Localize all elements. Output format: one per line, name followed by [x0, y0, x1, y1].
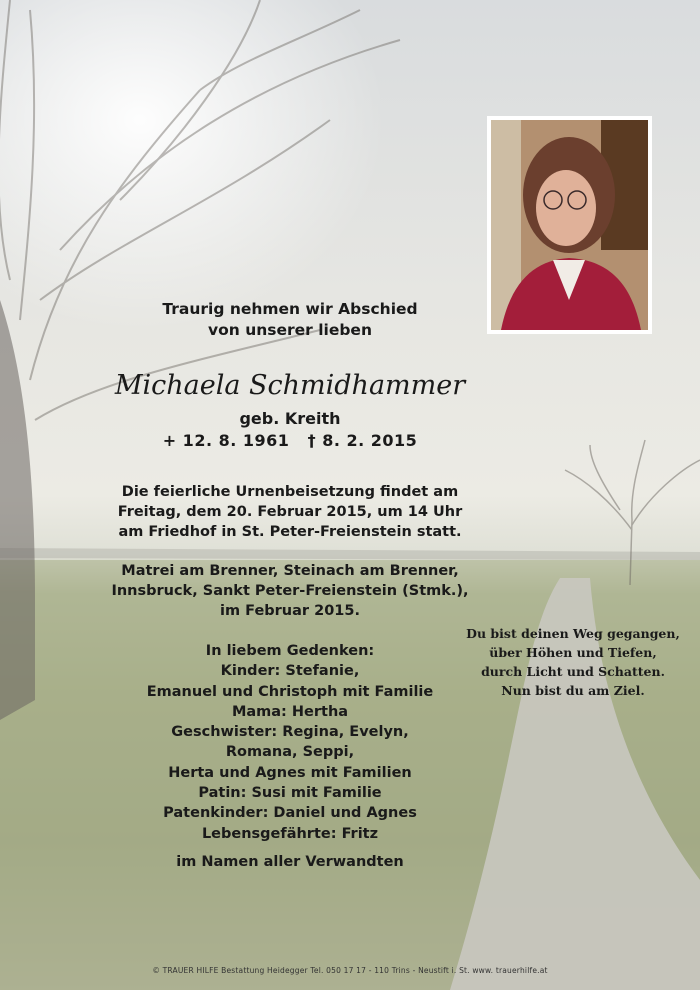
family-line: Patin: Susi mit Familie	[198, 785, 382, 802]
poem-line: durch Licht und Schatten.	[481, 664, 665, 679]
life-dates: + 12. 8. 1961 † 8. 2. 2015	[162, 431, 418, 450]
poem-line: über Höhen und Tiefen,	[489, 645, 657, 660]
birth-name: geb. Kreith	[239, 409, 341, 428]
family-line: Mama: Hertha	[231, 703, 349, 720]
family-line: Emanuel und Christoph mit Familie	[146, 683, 434, 700]
places-line: im Februar 2015.	[220, 603, 360, 619]
intro-text	[0, 299, 580, 341]
funeral-notice	[100, 482, 480, 542]
family-line: Lebensgefährte: Fritz	[201, 825, 379, 842]
notice-line: Freitag, dem 20. Februar 2015, um 14 Uhr	[117, 504, 463, 520]
family-line: Romana, Seppi,	[225, 744, 355, 761]
family-line: Herta und Agnes mit Familien	[168, 764, 412, 781]
footer-credits: © TRAUER HILFE Bestattung Heidegger Tel. 050 17 17 - 110 Trins - Neustift i. St. www. trauerhilfe.at	[152, 966, 548, 975]
places-line: Innsbruck, Sankt Peter-Freienstein (Stmk.),	[111, 583, 469, 599]
intro-line: Traurig nehmen wir Abschied	[162, 300, 418, 318]
poem-line: Du bist deinen Weg gegangen,	[466, 626, 680, 641]
notice-line: am Friedhof in St. Peter-Freienstein statt.	[118, 524, 462, 540]
family-line: In liebem Gedenken:	[205, 643, 375, 659]
places-date	[100, 561, 480, 621]
family-line: Patenkinder: Daniel und Agnes	[163, 805, 417, 822]
deceased-name: Michaela Schmidhammer	[114, 370, 466, 401]
intro-line: von unserer lieben	[208, 321, 372, 339]
family-line: Kinder: Stefanie,	[220, 663, 360, 680]
notice-line: Die feierliche Urnenbeisetzung findet am	[121, 484, 459, 500]
memorial-poem	[458, 624, 688, 700]
places-line: Matrei am Brenner, Steinach am Brenner,	[121, 563, 459, 579]
closing-line: im Namen aller Verwandten	[176, 854, 404, 870]
poem-line: Nun bist du am Ziel.	[501, 683, 645, 698]
family-line: Geschwister: Regina, Evelyn,	[171, 724, 409, 741]
family-list	[100, 641, 480, 844]
